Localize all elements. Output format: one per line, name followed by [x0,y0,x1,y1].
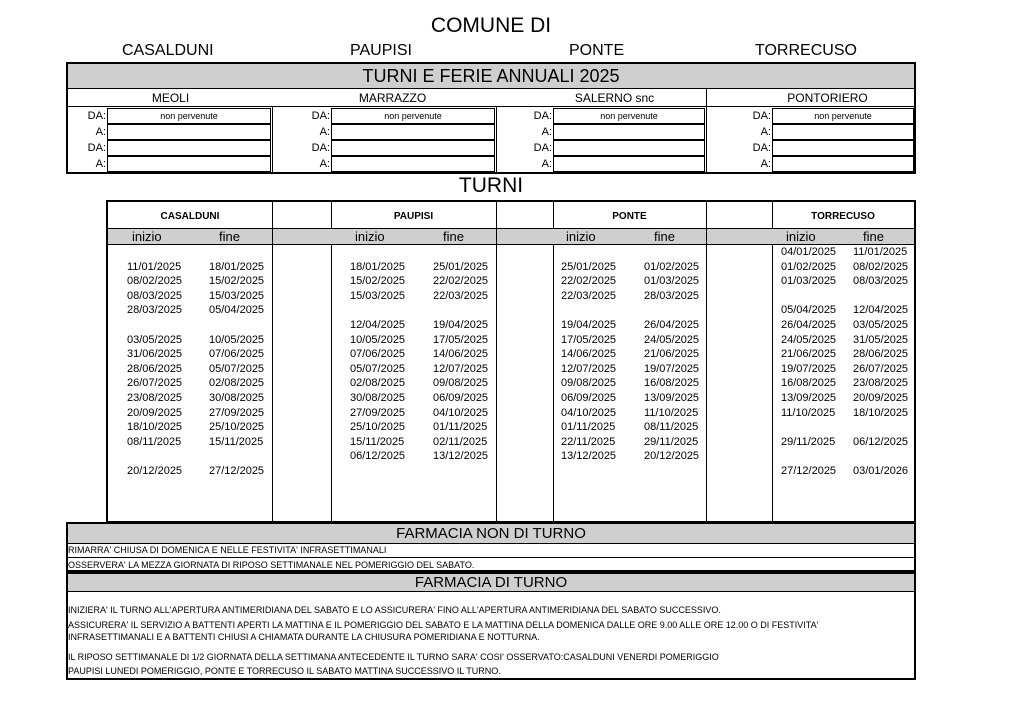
date-start: 16/08/2025 [781,377,837,390]
date-start: 18/10/2025 [127,421,183,434]
date-end: 24/05/2025 [644,333,700,346]
date-end: 26/07/2025 [853,362,909,375]
date-end: 05/07/2025 [209,362,265,375]
date-start: 01/03/2025 [781,275,837,288]
ferie-cell: non pervenute [553,108,705,124]
non-turno-title: FARMACIA NON DI TURNO [68,524,914,544]
date-end: 28/03/2025 [644,289,700,302]
label-da: DA: [87,110,106,122]
divider [68,557,914,558]
ferie-cell [553,124,705,140]
subheader-band [497,229,553,245]
divider [496,202,497,521]
label-da: DA: [87,142,106,154]
date-start: 30/08/2025 [350,392,406,404]
date-start: 28/06/2025 [127,362,183,375]
pharmacy-marrazzo: MARRAZZO [358,91,427,105]
non-turno-line-1: RIMARRA' CHIUSA DI DOMENICA E NELLE FESTIVITA' INFRASETTIMANALI [68,545,387,555]
date-end: 19/04/2025 [433,319,489,331]
date-start: 08/03/2025 [127,289,183,302]
date-end: 02/11/2025 [433,435,488,448]
turni-title: TURNI [458,174,524,197]
label-a: A: [319,158,330,170]
ferie-cell [331,156,495,172]
date-end: 08/03/2025 [853,275,909,288]
label-a: A: [760,158,771,170]
date-start: 07/06/2025 [350,348,406,361]
date-end: 05/04/2025 [209,304,265,317]
date-end: 17/05/2025 [433,333,489,346]
date-end: 31/05/2025 [853,333,909,346]
ferie-cell [772,124,914,140]
ferie-cell [772,140,914,156]
date-start: 22/02/2025 [561,275,617,288]
date-end: 06/12/2025 [853,435,909,448]
date-start: 14/06/2025 [561,348,617,361]
date-start: 21/06/2025 [781,348,837,361]
label-inizio: inizio [786,229,816,244]
date-end: 27/12/2025 [209,465,265,477]
date-end: 13/12/2025 [433,450,489,463]
date-end: 01/03/2025 [644,275,700,288]
ferie-cell: non pervenute [107,108,271,124]
di-turno-line-4: IL RIPOSO SETTIMANALE DI 1/2 GIORNATA DELLA SETTIMANA ANTECEDENTE IL TURNO SARA' COSI' OSSERVATO:CASALDUNI VENERDI POMERIGGIO [68,652,719,662]
page-title: COMUNE DI [430,14,552,37]
date-end: 30/08/2025 [209,392,265,404]
date-start: 12/04/2025 [350,319,406,331]
date-start: 05/04/2025 [781,304,837,317]
date-end: 21/06/2025 [644,348,700,361]
ferie-cell: non pervenute [331,108,495,124]
date-end: 11/01/2025 [853,246,908,258]
town-paupisi: PAUPISI [350,42,412,59]
label-a: A: [760,126,771,138]
divider [272,107,273,173]
date-start: 06/12/2025 [350,450,406,463]
date-start: 15/11/2025 [350,435,405,448]
date-end: 25/01/2025 [433,260,489,273]
ferie-cell [331,124,495,140]
date-end: 12/07/2025 [433,362,489,375]
subheader-band [707,229,772,245]
label-da: DA: [752,110,771,122]
date-end: 12/04/2025 [853,304,909,317]
label-inizio: inizio [566,229,596,244]
date-start: 29/11/2025 [781,435,836,448]
date-start: 09/08/2025 [561,377,617,390]
date-start: 08/11/2025 [127,435,182,448]
date-start: 19/04/2025 [561,319,617,331]
date-end: 03/01/2026 [853,465,909,477]
label-da: DA: [533,110,552,122]
date-start: 12/07/2025 [561,362,617,375]
date-end: 19/07/2025 [644,362,700,375]
label-fine: fine [863,229,884,244]
column-header-ponte: PONTE [612,211,647,222]
date-end: 27/09/2025 [209,406,265,419]
date-end: 01/11/2025 [433,421,488,434]
pharmacy-salerno: SALERNO snc [574,91,655,105]
date-start: 27/09/2025 [350,406,406,419]
divider [553,202,554,521]
date-end: 16/08/2025 [644,377,700,390]
date-start: 11/01/2025 [127,260,182,273]
label-a: A: [95,126,106,138]
date-end: 29/11/2025 [644,435,699,448]
divider [496,107,497,173]
label-fine: fine [443,229,464,244]
label-a: A: [95,158,106,170]
date-start: 26/07/2025 [127,377,183,390]
subheader-band [273,229,331,245]
divider [272,202,273,521]
date-end: 15/11/2025 [209,435,264,448]
date-start: 15/03/2025 [350,289,406,302]
divider [772,202,773,521]
column-header-paupisi: PAUPISI [393,211,434,222]
ferie-cell [553,140,705,156]
date-end: 02/08/2025 [209,377,265,390]
di-turno-line-1: INIZIERA' IL TURNO ALL'APERTURA ANTIMERIDIANA DEL SABATO E LO ASSICURERA' FINO ALL'APERTURA ANTIMERIDIANA DEL SABATO SUCCESSIVO. [68,605,721,615]
di-turno-line-3: INFRASETTIMANALI E A BATTENTI CHIUSI A CHIAMATA DURANTE LA CHIUSURA POMERIDIANA E NOTTURNA. [68,632,540,642]
date-end: 23/08/2025 [853,377,909,390]
date-end: 08/11/2025 [644,421,699,434]
date-start: 25/10/2025 [350,421,406,434]
date-start: 13/09/2025 [781,392,837,404]
ferie-cell [553,156,705,172]
date-end: 15/02/2025 [209,275,265,288]
date-end: 15/03/2025 [209,289,265,302]
date-start: 31/06/2025 [127,348,183,361]
date-end: 22/02/2025 [433,275,489,288]
date-start: 05/07/2025 [350,362,406,375]
date-start: 02/08/2025 [350,377,406,390]
date-start: 18/01/2025 [350,260,406,273]
date-start: 06/09/2025 [561,392,617,404]
date-end: 14/06/2025 [433,348,489,361]
label-da: DA: [533,142,552,154]
di-turno-title: FARMACIA DI TURNO [68,574,914,592]
label-a: A: [541,126,552,138]
ferie-cell [331,140,495,156]
date-start: 23/08/2025 [127,392,183,404]
date-start: 24/05/2025 [781,333,837,346]
town-ponte: PONTE [569,42,625,59]
date-start: 04/10/2025 [561,406,617,419]
ferie-cell: non pervenute [772,108,914,124]
pharmacy-pontoriero: PONTORIERO [787,91,868,105]
date-start: 04/01/2025 [781,246,837,258]
date-end: 25/10/2025 [209,421,265,434]
ferie-cell [772,156,914,172]
date-start: 01/02/2025 [781,260,837,273]
date-end: 01/02/2025 [644,260,700,273]
date-start: 15/02/2025 [350,275,406,288]
date-end: 18/01/2025 [209,260,265,273]
date-start: 01/11/2025 [561,421,616,434]
label-inizio: inizio [132,229,162,244]
divider [706,202,707,521]
label-da: DA: [311,142,330,154]
date-end: 22/03/2025 [433,289,489,302]
pharmacy-meoli: MEOLI [151,91,190,105]
date-start: 03/05/2025 [127,333,183,346]
label-fine: fine [654,229,675,244]
date-end: 20/12/2025 [644,450,700,463]
town-casalduni: CASALDUNI [122,42,214,59]
label-a: A: [319,126,330,138]
date-start: 11/10/2025 [781,406,836,419]
date-end: 04/10/2025 [433,406,489,419]
date-end: 28/06/2025 [853,348,909,361]
label-a: A: [541,158,552,170]
date-start: 17/05/2025 [561,333,617,346]
label-inizio: inizio [355,229,385,244]
label-da: DA: [752,142,771,154]
date-start: 08/02/2025 [127,275,183,288]
date-start: 10/05/2025 [350,333,406,346]
ferie-title: TURNI E FERIE ANNUALI 2025 [68,64,914,89]
date-end: 11/10/2025 [644,406,699,419]
date-end: 20/09/2025 [853,392,909,404]
ferie-cell [107,156,271,172]
date-start: 26/04/2025 [781,319,837,331]
date-start: 19/07/2025 [781,362,837,375]
date-start: 27/12/2025 [781,465,837,477]
column-header-torrecuso: TORRECUSO [811,211,875,222]
di-turno-line-5: PAUPISI LUNEDI POMERIGGIO, PONTE E TORRECUSO IL SABATO MATTINA SUCCESSIVO IL TURNO. [68,666,501,676]
date-start: 22/11/2025 [561,435,616,448]
date-start: 13/12/2025 [561,450,617,463]
town-torrecuso: TORRECUSO [755,42,857,59]
date-start: 25/01/2025 [561,260,617,273]
label-da: DA: [311,110,330,122]
date-end: 06/09/2025 [433,392,489,404]
non-turno-line-2: OSSERVERA' LA MEZZA GIORNATA DI RIPOSO SETTIMANALE NEL POMERIGGIO DEL SABATO. [68,560,475,570]
date-start: 20/12/2025 [127,465,183,477]
date-end: 03/05/2025 [853,319,909,331]
date-end: 13/09/2025 [644,392,700,404]
date-end: 10/05/2025 [209,333,265,346]
di-turno-line-2: ASSICURERA' IL SERVIZIO A BATTENTI APERTI LA MATTINA E IL POMERIGGIO DEL SABATO E LA MATTINA DELLA DOMENICA DALLE ORE 9.00 ALLE ORE 12.00 O DI FESTIVITA' [68,620,819,630]
date-end: 18/10/2025 [853,406,909,419]
date-end: 07/06/2025 [209,348,265,361]
date-start: 20/09/2025 [127,406,183,419]
label-fine: fine [219,229,240,244]
ferie-cell [107,124,271,140]
date-end: 09/08/2025 [433,377,489,390]
date-start: 22/03/2025 [561,289,617,302]
date-start: 28/03/2025 [127,304,183,317]
ferie-cell [107,140,271,156]
date-end: 08/02/2025 [853,260,909,273]
divider [706,89,707,173]
column-header-casalduni: CASALDUNI [160,211,220,222]
divider [331,202,332,521]
date-end: 26/04/2025 [644,319,700,331]
